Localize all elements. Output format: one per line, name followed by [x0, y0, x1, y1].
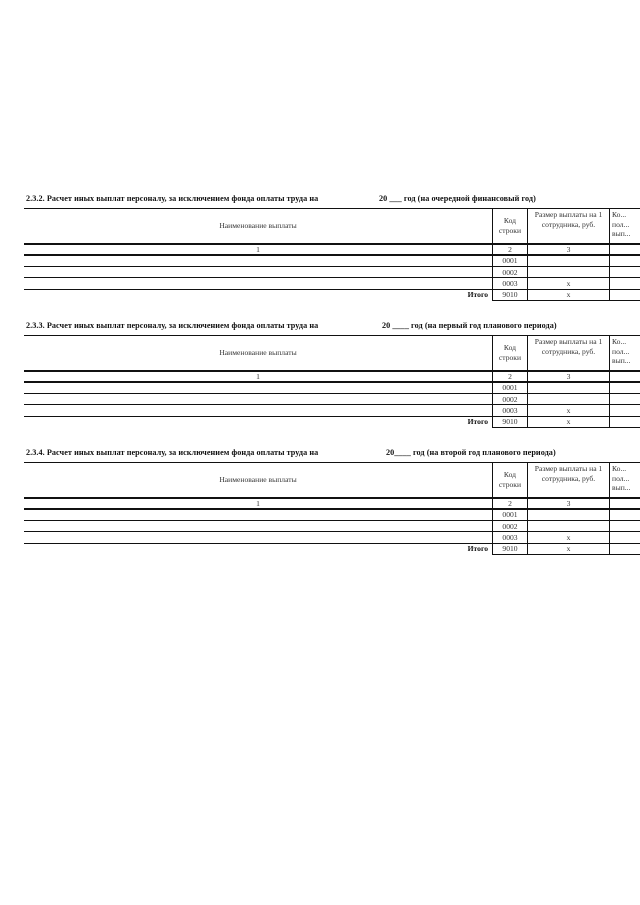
total-label: Итого	[467, 544, 488, 553]
section-year: 20 ___ год (на очередной финансовый год)	[379, 194, 536, 203]
section-title: Расчет иных выплат персоналу, за исключением фонда оплаты труда на	[46, 321, 319, 330]
row-code: 0002	[502, 395, 518, 404]
section-title: Расчет иных выплат персоналу, за исключением фонда оплаты труда на	[46, 448, 319, 457]
header-count: Ко... пол... вып...	[612, 337, 631, 365]
row-code: 0002	[502, 522, 518, 531]
section-year: 20____ год (на второй год планового периода)	[386, 448, 556, 457]
header-name: Наименование выплаты	[219, 348, 297, 357]
row-size: х	[566, 533, 571, 542]
total-label: Итого	[467, 417, 488, 426]
total-size: х	[566, 290, 571, 299]
row-code: 0002	[502, 268, 518, 277]
section-number: 2.3.2.	[26, 194, 45, 203]
header-code: Код строки	[498, 343, 522, 362]
section-title: Расчет иных выплат персоналу, за исключением фонда оплаты труда на	[46, 194, 319, 203]
total-code: 9010	[502, 417, 518, 426]
col-num-1: 1	[256, 499, 260, 508]
header-code: Код строки	[498, 216, 522, 235]
header-count: Ко... пол... вып...	[612, 210, 631, 238]
header-count: Ко... пол... вып...	[612, 464, 631, 492]
header-size: Размер выплаты на 1 сотрудника, руб.	[534, 337, 603, 356]
row-code: 0003	[502, 533, 518, 542]
total-size: х	[566, 417, 571, 426]
payments-table	[0, 208, 640, 312]
row-code: 0003	[502, 406, 518, 415]
section-number: 2.3.3.	[26, 321, 45, 330]
header-size: Размер выплаты на 1 сотрудника, руб.	[534, 464, 603, 483]
total-code: 9010	[502, 290, 518, 299]
header-size: Размер выплаты на 1 сотрудника, руб.	[534, 210, 603, 229]
col-num-3: 3	[566, 499, 571, 508]
total-code: 9010	[502, 544, 518, 553]
table-heading	[26, 321, 557, 330]
row-code: 0001	[502, 510, 518, 519]
total-label: Итого	[467, 290, 488, 299]
col-num-1: 1	[256, 372, 260, 381]
payments-table	[0, 335, 640, 439]
section-number: 2.3.4.	[26, 448, 45, 457]
col-num-3: 3	[566, 245, 571, 254]
col-num-2: 2	[508, 372, 512, 381]
col-num-3: 3	[566, 372, 571, 381]
header-code: Код строки	[498, 470, 522, 489]
row-code: 0001	[502, 383, 518, 392]
col-num-1: 1	[256, 245, 260, 254]
header-name: Наименование выплаты	[219, 475, 297, 484]
col-num-2: 2	[508, 245, 512, 254]
table-heading	[26, 194, 536, 203]
header-name: Наименование выплаты	[219, 221, 297, 230]
row-code: 0003	[502, 279, 518, 288]
col-num-2: 2	[508, 499, 512, 508]
row-size: х	[566, 406, 571, 415]
payments-table	[0, 462, 640, 566]
section-year: 20 ____ год (на первый год планового периода)	[382, 321, 557, 330]
row-size: х	[566, 279, 571, 288]
table-heading	[26, 448, 556, 457]
row-code: 0001	[502, 256, 518, 265]
total-size: х	[566, 544, 571, 553]
